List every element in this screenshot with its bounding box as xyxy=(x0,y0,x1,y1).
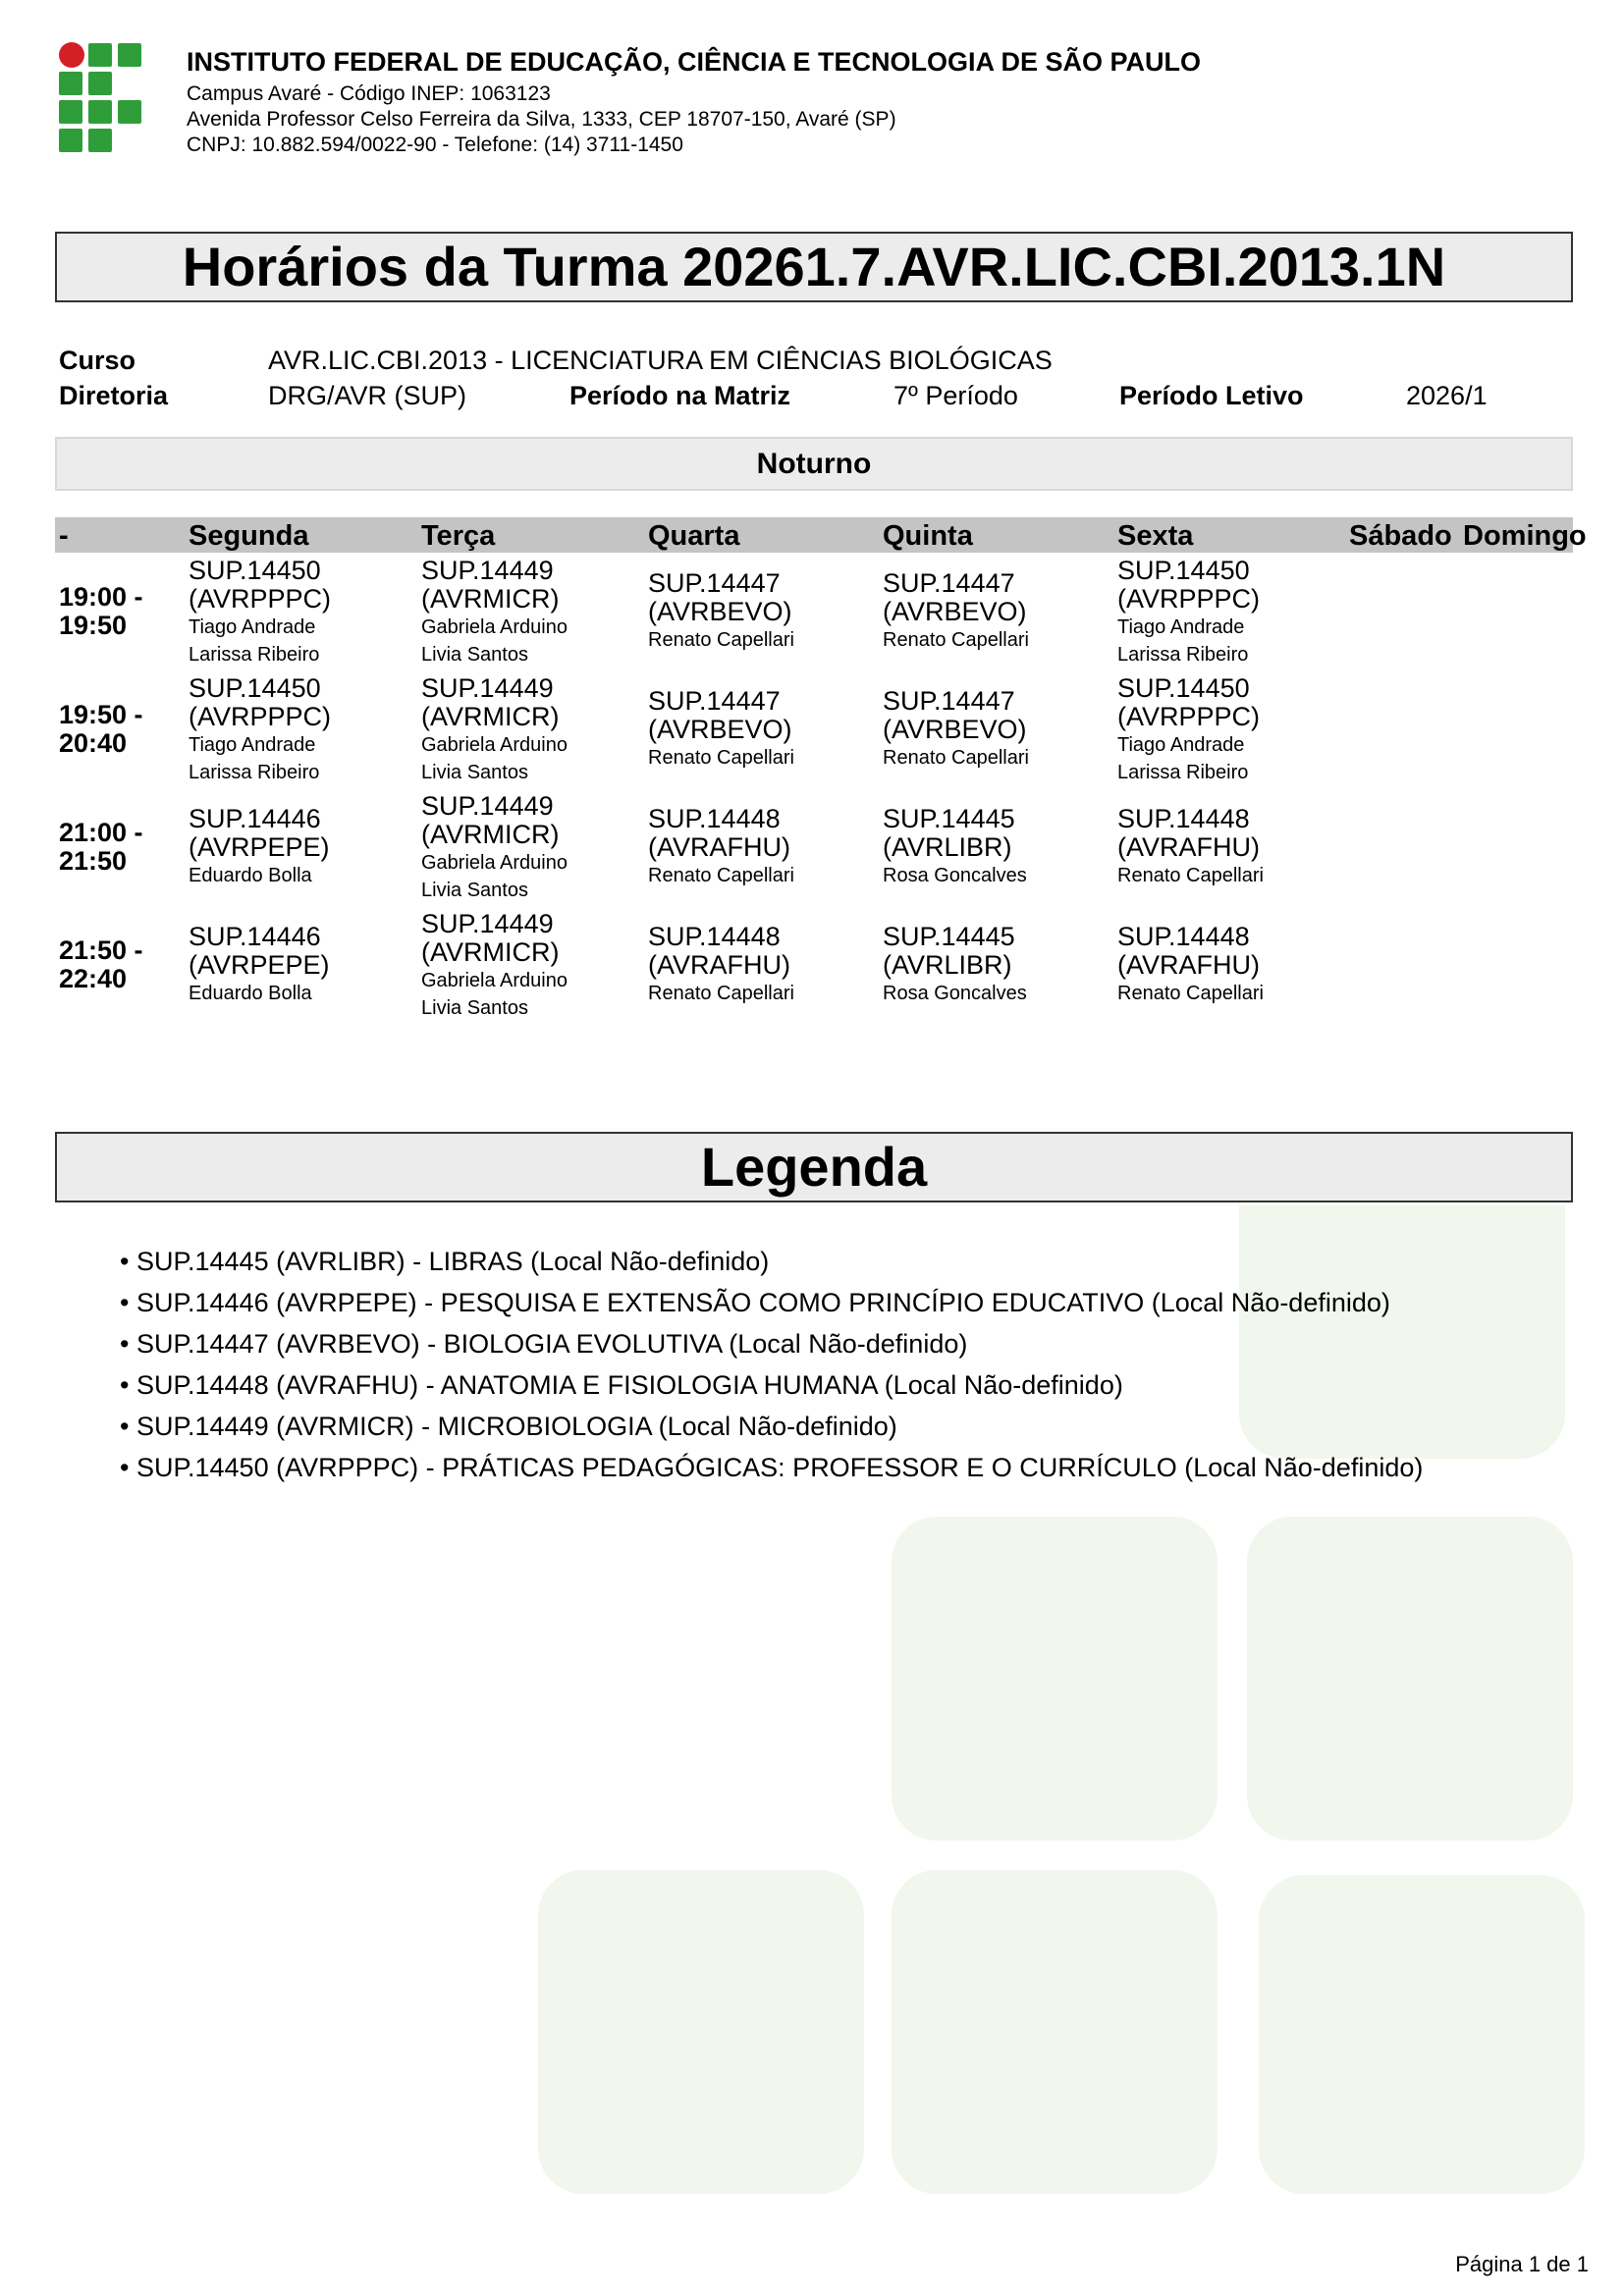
header-cell-sabado: Sábado xyxy=(1349,520,1452,552)
schedule-cell xyxy=(189,557,331,668)
teacher-name: Eduardo Bolla xyxy=(189,865,312,886)
periodo-letivo-value: 2026/1 xyxy=(1406,381,1488,410)
course-abbr: (AVRMICR) xyxy=(421,584,560,614)
page-number: Página 1 de 1 xyxy=(1455,2252,1589,2276)
header-cell-domingo: Domingo xyxy=(1463,520,1587,552)
campus-line: Campus Avaré - Código INEP: 1063123 xyxy=(187,82,551,105)
teacher-name: Livia Santos xyxy=(421,997,528,1019)
teacher-name: Renato Capellari xyxy=(648,983,794,1004)
watermark-square xyxy=(892,1870,1218,2194)
teacher-name: Tiago Andrade xyxy=(1117,616,1245,638)
institution-name: INSTITUTO FEDERAL DE EDUCAÇÃO, CIÊNCIA E TECNOLOGIA DE SÃO PAULO xyxy=(187,47,1202,77)
institution-logo xyxy=(57,39,145,155)
teacher-name: Livia Santos xyxy=(421,644,528,666)
address-line: Avenida Professor Celso Ferreira da Silva, 1333, CEP 18707-150, Avaré (SP) xyxy=(187,108,896,131)
time-end: 21:50 xyxy=(59,846,128,876)
time-slot xyxy=(59,819,143,876)
course-abbr: (AVRPEPE) xyxy=(189,950,330,980)
periodo-letivo-label: Período Letivo xyxy=(1119,381,1304,410)
schedule-cell xyxy=(189,674,331,786)
teacher-name: Gabriela Arduino xyxy=(421,970,568,991)
teacher-name: Larissa Ribeiro xyxy=(189,762,320,783)
course-abbr: (AVRPPPC) xyxy=(1117,584,1261,614)
course-abbr: (AVRPEPE) xyxy=(189,832,330,862)
diretoria-label: Diretoria xyxy=(59,381,169,410)
teacher-name: Renato Capellari xyxy=(648,747,794,769)
schedule-cell xyxy=(1117,923,1264,1007)
teacher-name: Larissa Ribeiro xyxy=(1117,644,1249,666)
time-slot xyxy=(59,936,143,993)
teacher-name: Livia Santos xyxy=(421,880,528,901)
teacher-name: Renato Capellari xyxy=(883,747,1029,769)
course-abbr: (AVRAFHU) xyxy=(648,832,790,862)
teacher-name: Tiago Andrade xyxy=(1117,734,1245,756)
course-code: SUP.14447 xyxy=(883,568,1015,598)
teacher-name: Renato Capellari xyxy=(1117,865,1264,886)
teacher-name: Rosa Goncalves xyxy=(883,865,1027,886)
course-abbr: (AVRPPPC) xyxy=(189,702,332,731)
legend-title: Legenda xyxy=(55,1132,1573,1202)
time-start: 21:50 - xyxy=(59,935,143,965)
legend-item: • SUP.14448 (AVRAFHU) - ANATOMIA E FISIOLOGIA HUMANA (Local Não-definido) xyxy=(120,1364,1423,1406)
legend-item: • SUP.14447 (AVRBEVO) - BIOLOGIA EVOLUTIVA (Local Não-definido) xyxy=(120,1323,1423,1364)
schedule-cell xyxy=(648,805,794,889)
teacher-name: Tiago Andrade xyxy=(189,616,316,638)
course-code: SUP.14450 xyxy=(1117,673,1250,703)
watermark-square xyxy=(538,1870,864,2194)
course-code: SUP.14450 xyxy=(189,556,321,585)
schedule-header xyxy=(55,517,1587,553)
teacher-name: Renato Capellari xyxy=(883,629,1029,651)
page-title: Horários da Turma 20261.7.AVR.LIC.CBI.2013.1N xyxy=(55,232,1573,302)
teacher-name: Rosa Goncalves xyxy=(883,983,1027,1004)
schedule-cell xyxy=(421,557,568,668)
course-code: SUP.14448 xyxy=(648,804,781,833)
watermark-square xyxy=(892,1517,1218,1841)
course-abbr: (AVRLIBR) xyxy=(883,832,1012,862)
course-code: SUP.14445 xyxy=(883,804,1015,833)
course-abbr: (AVRMICR) xyxy=(421,820,560,849)
header-cell-quarta: Quarta xyxy=(648,520,740,552)
header-cell-quinta: Quinta xyxy=(883,520,973,552)
curso-label: Curso xyxy=(59,346,136,375)
schedule-cell xyxy=(648,687,794,772)
teacher-name: Gabriela Arduino xyxy=(421,852,568,874)
course-code: SUP.14449 xyxy=(421,791,554,821)
course-code: SUP.14447 xyxy=(648,686,781,716)
header-cell-time: - xyxy=(59,520,69,552)
teacher-name: Tiago Andrade xyxy=(189,734,316,756)
schedule-cell xyxy=(648,923,794,1007)
course-code: SUP.14446 xyxy=(189,922,321,951)
course-code: SUP.14447 xyxy=(648,568,781,598)
watermark-square xyxy=(1259,1875,1585,2194)
teacher-name: Larissa Ribeiro xyxy=(1117,762,1249,783)
schedule-cell xyxy=(421,674,568,786)
teacher-name: Gabriela Arduino xyxy=(421,734,568,756)
curso-value: AVR.LIC.CBI.2013 - LICENCIATURA EM CIÊNCIAS BIOLÓGICAS xyxy=(268,346,1053,375)
teacher-name: Larissa Ribeiro xyxy=(189,644,320,666)
time-start: 19:50 - xyxy=(59,700,143,729)
schedule-cell xyxy=(421,792,568,904)
schedule-cell xyxy=(883,805,1027,889)
course-abbr: (AVRBEVO) xyxy=(883,597,1027,626)
teacher-name: Livia Santos xyxy=(421,762,528,783)
schedule-cell xyxy=(883,687,1029,772)
schedule-cell xyxy=(883,923,1027,1007)
teacher-name: Renato Capellari xyxy=(648,865,794,886)
header-cell-segunda: Segunda xyxy=(189,520,309,552)
course-abbr: (AVRBEVO) xyxy=(883,715,1027,744)
time-slot xyxy=(59,583,143,640)
course-code: SUP.14449 xyxy=(421,909,554,938)
course-abbr: (AVRMICR) xyxy=(421,702,560,731)
schedule-cell xyxy=(883,569,1029,654)
legend-list xyxy=(120,1241,1423,1488)
course-code: SUP.14445 xyxy=(883,922,1015,951)
teacher-name: Gabriela Arduino xyxy=(421,616,568,638)
periodo-matriz-label: Período na Matriz xyxy=(569,381,791,410)
legend-item: • SUP.14450 (AVRPPPC) - PRÁTICAS PEDAGÓGICAS: PROFESSOR E O CURRÍCULO (Local Não-definido) xyxy=(120,1447,1423,1488)
cnpj-line: CNPJ: 10.882.594/0022-90 - Telefone: (14) 3711-1450 xyxy=(187,133,683,156)
legend-item: • SUP.14446 (AVRPEPE) - PESQUISA E EXTENSÃO COMO PRINCÍPIO EDUCATIVO (Local Não-definido) xyxy=(120,1282,1423,1323)
course-code: SUP.14449 xyxy=(421,673,554,703)
schedule-cell xyxy=(421,910,568,1022)
course-code: SUP.14450 xyxy=(189,673,321,703)
time-slot xyxy=(59,701,143,758)
schedule-cell xyxy=(1117,674,1260,786)
course-code: SUP.14448 xyxy=(648,922,781,951)
course-abbr: (AVRAFHU) xyxy=(648,950,790,980)
schedule-cell xyxy=(648,569,794,654)
course-abbr: (AVRPPPC) xyxy=(1117,702,1261,731)
schedule-cell xyxy=(189,923,330,1007)
course-code: SUP.14448 xyxy=(1117,804,1250,833)
watermark-square xyxy=(1247,1517,1573,1841)
time-end: 19:50 xyxy=(59,611,128,640)
time-end: 20:40 xyxy=(59,728,128,758)
time-start: 19:00 - xyxy=(59,582,143,612)
time-end: 22:40 xyxy=(59,964,128,993)
teacher-name: Eduardo Bolla xyxy=(189,983,312,1004)
course-code: SUP.14450 xyxy=(1117,556,1250,585)
course-code: SUP.14449 xyxy=(421,556,554,585)
course-code: SUP.14447 xyxy=(883,686,1015,716)
legend-item: • SUP.14449 (AVRMICR) - MICROBIOLOGIA (Local Não-definido) xyxy=(120,1406,1423,1447)
legend-item: • SUP.14445 (AVRLIBR) - LIBRAS (Local Não-definido) xyxy=(120,1241,1423,1282)
schedule-cell xyxy=(1117,805,1264,889)
course-code: SUP.14446 xyxy=(189,804,321,833)
header-cell-sexta: Sexta xyxy=(1117,520,1194,552)
diretoria-value: DRG/AVR (SUP) xyxy=(268,381,467,410)
time-start: 21:00 - xyxy=(59,818,143,847)
teacher-name: Renato Capellari xyxy=(1117,983,1264,1004)
course-code: SUP.14448 xyxy=(1117,922,1250,951)
course-abbr: (AVRMICR) xyxy=(421,937,560,967)
course-abbr: (AVRAFHU) xyxy=(1117,950,1260,980)
course-abbr: (AVRLIBR) xyxy=(883,950,1012,980)
schedule-cell xyxy=(189,805,330,889)
header-cell-terca: Terça xyxy=(421,520,496,552)
course-abbr: (AVRBEVO) xyxy=(648,715,792,744)
course-abbr: (AVRBEVO) xyxy=(648,597,792,626)
shift-title: Noturno xyxy=(55,437,1573,491)
course-abbr: (AVRPPPC) xyxy=(189,584,332,614)
schedule-cell xyxy=(1117,557,1260,668)
teacher-name: Renato Capellari xyxy=(648,629,794,651)
course-abbr: (AVRAFHU) xyxy=(1117,832,1260,862)
periodo-matriz-value: 7º Período xyxy=(893,381,1018,410)
